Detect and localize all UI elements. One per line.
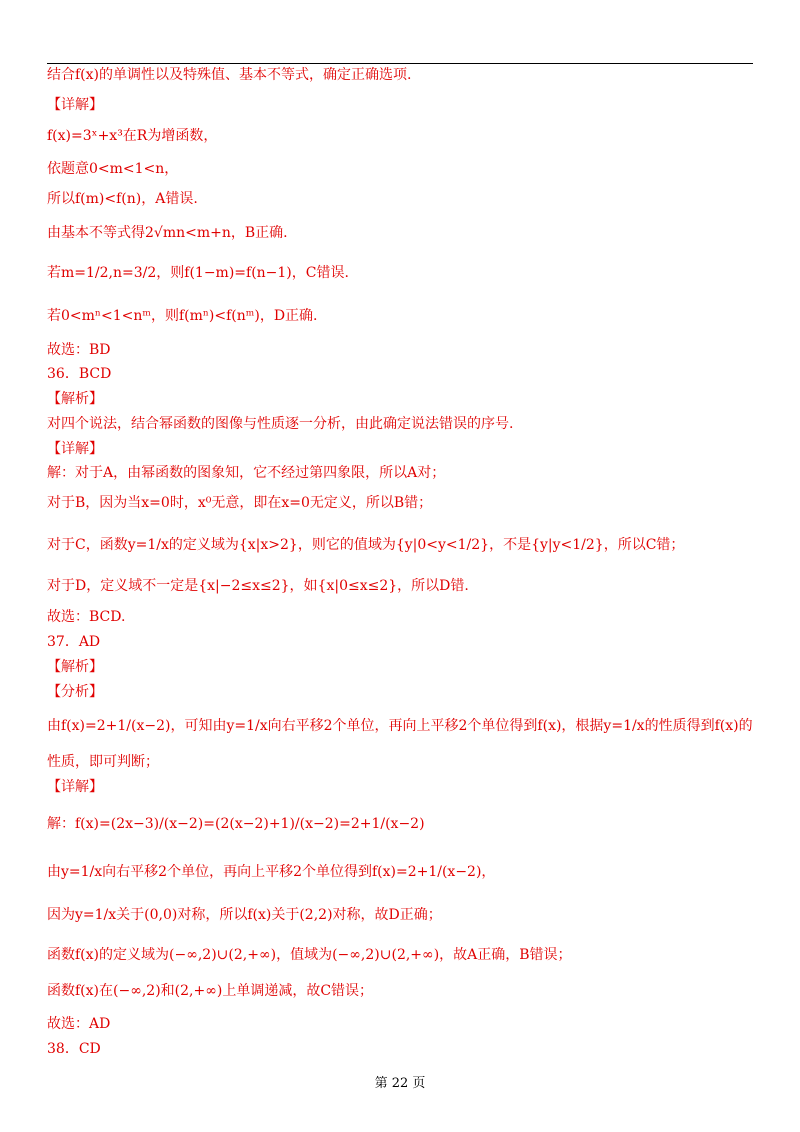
line-22: 由f(x)=2+1/(x−2)，可知由y=1/x向右平移2个单位，再向上平移2个单位得到f(x)，根据y=1/x的性质得到f(x)的 <box>47 718 753 734</box>
line-8: 若0<mⁿ<1<nᵐ，则f(mⁿ)<f(nᵐ)，D正确. <box>47 308 318 324</box>
line-28: 函数f(x)的定义域为(−∞,2)∪(2,+∞)，值域为(−∞,2)∪(2,+∞)，故A正确，B错误； <box>47 947 572 963</box>
line-29: 函数f(x)在(−∞,2)和(2,+∞)上单调递减，故C错误； <box>47 983 374 999</box>
line-26: 由y=1/x向右平移2个单位，再向上平移2个单位得到f(x)=2+1/(x−2)， <box>47 864 496 880</box>
line-17: 对于D，定义域不一定是{x|−2≤x≤2}，如{x|0≤x≤2}，所以D错. <box>47 578 469 594</box>
line-9: 故选：BD <box>47 342 111 358</box>
line-23: 性质，即可判断； <box>47 754 159 770</box>
page-number: 第 22 页 <box>374 1076 426 1091</box>
line-6: 由基本不等式得2√mn<m+n，B正确. <box>47 225 288 241</box>
line-21: 【分析】 <box>47 684 103 700</box>
line-4: 依题意0<m<1<n， <box>47 161 179 177</box>
line-2: 【详解】 <box>47 97 103 113</box>
line-24: 【详解】 <box>47 779 103 795</box>
line-1: 结合f(x)的单调性以及特殊值、基本不等式，确定正确选项. <box>47 67 412 83</box>
line-11: 【解析】 <box>47 391 103 407</box>
line-7: 若m=1/2,n=3/2，则f(1−m)=f(n−1)，C错误. <box>47 265 349 281</box>
line-13: 【详解】 <box>47 441 103 457</box>
header-rule <box>47 63 753 64</box>
line-19: 37．AD <box>47 634 101 650</box>
line-3: f(x)=3ˣ+x³在R为增函数， <box>47 128 218 144</box>
line-15: 对于B，因为当x=0时，x⁰无意，即在x=0无定义，所以B错； <box>47 495 433 511</box>
line-27: 因为y=1/x关于(0,0)对称，所以f(x)关于(2,2)对称，故D正确； <box>47 907 442 923</box>
line-16: 对于C，函数y=1/x的定义域为{x|x>2}，则它的值域为{y|0<y<1/2}，不是{y|y<1/2}，所以C错； <box>47 537 685 553</box>
line-25: 解：f(x)=(2x−3)/(x−2)=(2(x−2)+1)/(x−2)=2+1/(x−2) <box>47 816 425 832</box>
line-30: 故选：AD <box>47 1016 111 1032</box>
line-20: 【解析】 <box>47 659 103 675</box>
line-14: 解：对于A，由幂函数的图象知，它不经过第四象限，所以A对； <box>47 465 446 481</box>
line-5: 所以f(m)<f(n)，A错误. <box>47 191 198 207</box>
line-31: 38．CD <box>47 1041 101 1057</box>
line-18: 故选：BCD. <box>47 609 126 625</box>
line-10: 36．BCD <box>47 366 112 382</box>
line-12: 对四个说法，结合幂函数的图像与性质逐一分析，由此确定说法错误的序号. <box>47 416 514 432</box>
